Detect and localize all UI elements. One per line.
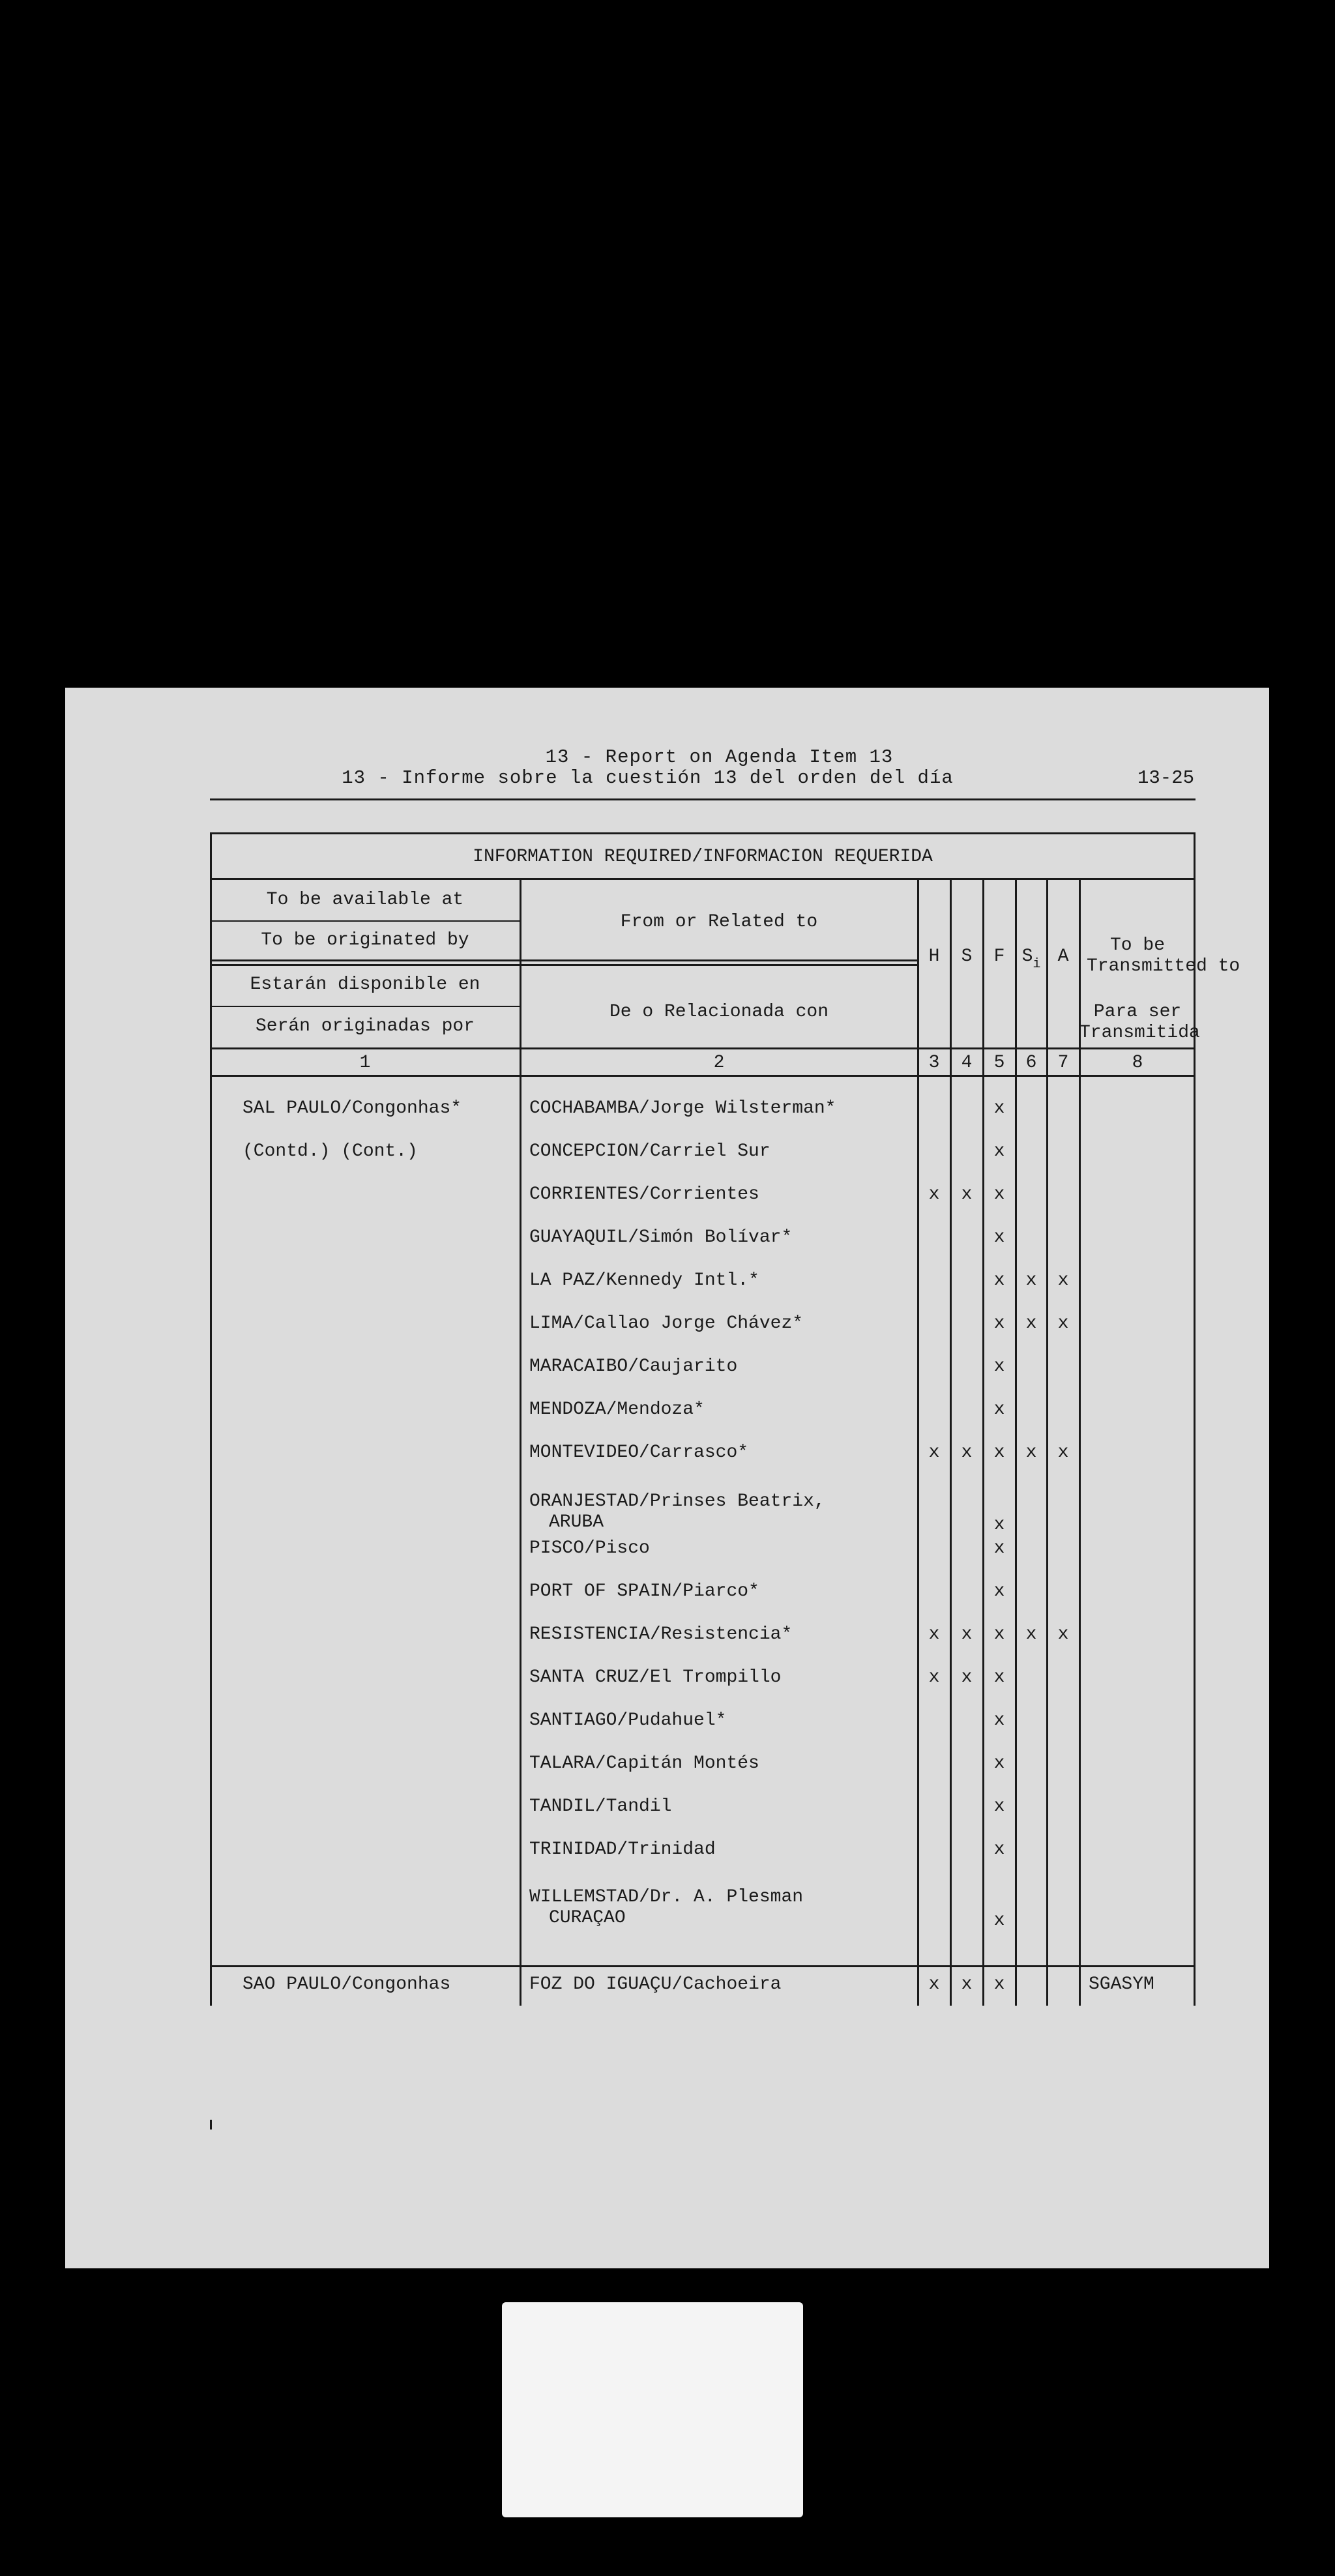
page-lower-margin bbox=[65, 2006, 1269, 2268]
check-mark: x bbox=[993, 1141, 1005, 1162]
check-mark: x bbox=[993, 1399, 1005, 1420]
col1-header-disponible: Estarán disponible en bbox=[250, 974, 480, 995]
row-location: PISCO/Pisco bbox=[529, 1538, 650, 1559]
check-mark: x bbox=[1025, 1442, 1037, 1463]
check-mark: x bbox=[993, 1581, 1005, 1602]
information-table bbox=[210, 832, 1240, 2120]
check-mark: x bbox=[961, 1974, 973, 1995]
col8-header-es-a: Para ser bbox=[1093, 1002, 1182, 1022]
check-mark: x bbox=[993, 1313, 1005, 1334]
col-number: 2 bbox=[713, 1053, 725, 1073]
col-f-header: F bbox=[993, 946, 1005, 967]
check-mark: x bbox=[961, 1442, 973, 1463]
station-contd: (Contd.) (Cont.) bbox=[242, 1141, 418, 1162]
row-location: CONCEPCION/Carriel Sur bbox=[529, 1141, 770, 1162]
check-mark: x bbox=[1025, 1313, 1037, 1334]
row-location: FOZ DO IGUAÇU/Cachoeira bbox=[529, 1974, 782, 1995]
header-title-en: 13 - Report on Agenda Item 13 bbox=[545, 746, 894, 768]
row-location-cont: ARUBA bbox=[549, 1512, 604, 1532]
check-mark: x bbox=[1057, 1270, 1069, 1291]
col-number: 5 bbox=[993, 1053, 1005, 1073]
row-location: MONTEVIDEO/Carrasco* bbox=[529, 1442, 749, 1463]
row-location-cont: CURAÇAO bbox=[549, 1908, 626, 1928]
col-h-header: H bbox=[928, 946, 940, 967]
page-number: 13-25 bbox=[1137, 767, 1194, 789]
col-number: 8 bbox=[1132, 1053, 1143, 1073]
check-mark: x bbox=[993, 1442, 1005, 1463]
col8-header-es-b: Transmitida bbox=[1079, 1023, 1200, 1043]
check-mark: x bbox=[993, 1356, 1005, 1377]
check-mark: x bbox=[993, 1974, 1005, 1995]
check-mark: x bbox=[928, 1442, 940, 1463]
row-location: CORRIENTES/Corrientes bbox=[529, 1184, 759, 1205]
check-mark: x bbox=[993, 1753, 1005, 1774]
document-page bbox=[65, 688, 1269, 2268]
col-number: 4 bbox=[961, 1053, 973, 1073]
row-location: MENDOZA/Mendoza* bbox=[529, 1399, 705, 1420]
row-location: ORANJESTAD/Prinses Beatrix, bbox=[529, 1491, 825, 1512]
check-mark: x bbox=[993, 1515, 1005, 1535]
check-mark: x bbox=[993, 1098, 1005, 1119]
row-location: TANDIL/Tandil bbox=[529, 1796, 672, 1817]
check-mark: x bbox=[1025, 1270, 1037, 1291]
check-mark: x bbox=[993, 1710, 1005, 1731]
check-mark: x bbox=[993, 1910, 1005, 1931]
col1-header-originated: To be originated by bbox=[261, 930, 469, 950]
check-mark: x bbox=[961, 1184, 973, 1205]
row-location: SANTA CRUZ/El Trompillo bbox=[529, 1667, 782, 1688]
check-mark: x bbox=[1057, 1313, 1069, 1334]
col-number: 1 bbox=[359, 1053, 371, 1073]
row-location: COCHABAMBA/Jorge Wilsterman* bbox=[529, 1098, 836, 1119]
check-mark: x bbox=[928, 1667, 940, 1688]
check-mark: x bbox=[993, 1227, 1005, 1248]
row-location: TALARA/Capitán Montés bbox=[529, 1753, 759, 1774]
col-number: 7 bbox=[1057, 1053, 1069, 1073]
col-a-header: A bbox=[1057, 946, 1069, 967]
transmit-to: SGASYM bbox=[1089, 1974, 1154, 1995]
check-mark: x bbox=[993, 1624, 1005, 1645]
row-location: RESISTENCIA/Resistencia* bbox=[529, 1624, 793, 1645]
col1-header-originadas: Serán originadas por bbox=[255, 1016, 475, 1036]
col-number: 6 bbox=[1025, 1053, 1037, 1073]
check-mark: x bbox=[1057, 1624, 1069, 1645]
row-location: SANTIAGO/Pudahuel* bbox=[529, 1710, 727, 1731]
row-location: LIMA/Callao Jorge Chávez* bbox=[529, 1313, 804, 1334]
col1-header-available: To be available at bbox=[266, 890, 464, 910]
blank-card bbox=[502, 2302, 803, 2517]
row-location: MARACAIBO/Caujarito bbox=[529, 1356, 738, 1377]
check-mark: x bbox=[928, 1974, 940, 1995]
row-location: LA PAZ/Kennedy Intl.* bbox=[529, 1270, 759, 1291]
row-location: PORT OF SPAIN/Piarco* bbox=[529, 1581, 759, 1602]
table-title: INFORMATION REQUIRED/INFORMACION REQUERIDA bbox=[473, 847, 933, 867]
check-mark: x bbox=[993, 1839, 1005, 1860]
header-title-es: 13 - Informe sobre la cuestión 13 del orden del día bbox=[342, 767, 954, 789]
check-mark: x bbox=[993, 1184, 1005, 1205]
row-location: TRINIDAD/Trinidad bbox=[529, 1839, 716, 1860]
col-s-header: S bbox=[961, 946, 973, 967]
station-sao-paulo-dmo: SAO PAULO/Congonhas bbox=[242, 1974, 451, 1995]
row-location: GUAYAQUIL/Simón Bolívar* bbox=[529, 1227, 793, 1248]
col-si-header: $S_i$ bbox=[1021, 946, 1041, 972]
check-mark: x bbox=[928, 1624, 940, 1645]
row-location: WILLEMSTAD/Dr. A. Plesman bbox=[529, 1887, 804, 1907]
check-mark: x bbox=[993, 1270, 1005, 1291]
check-mark: x bbox=[928, 1184, 940, 1205]
check-mark: x bbox=[1057, 1442, 1069, 1463]
col8-header-en-b: Transmitted to bbox=[1087, 956, 1240, 976]
check-mark: x bbox=[1025, 1624, 1037, 1645]
col8-header-en-a: To be bbox=[1109, 935, 1165, 956]
station-sao-paulo: SAL PAULO/Congonhas* bbox=[242, 1098, 462, 1119]
check-mark: x bbox=[961, 1624, 973, 1645]
check-mark: x bbox=[993, 1538, 1005, 1559]
col-number: 3 bbox=[928, 1053, 940, 1073]
header-rule bbox=[210, 798, 1196, 800]
check-mark: x bbox=[961, 1667, 973, 1688]
col2-header-en: From or Related to bbox=[620, 912, 818, 932]
check-mark: x bbox=[993, 1796, 1005, 1817]
col2-header-es: De o Relacionada con bbox=[609, 1002, 829, 1022]
check-mark: x bbox=[993, 1667, 1005, 1688]
